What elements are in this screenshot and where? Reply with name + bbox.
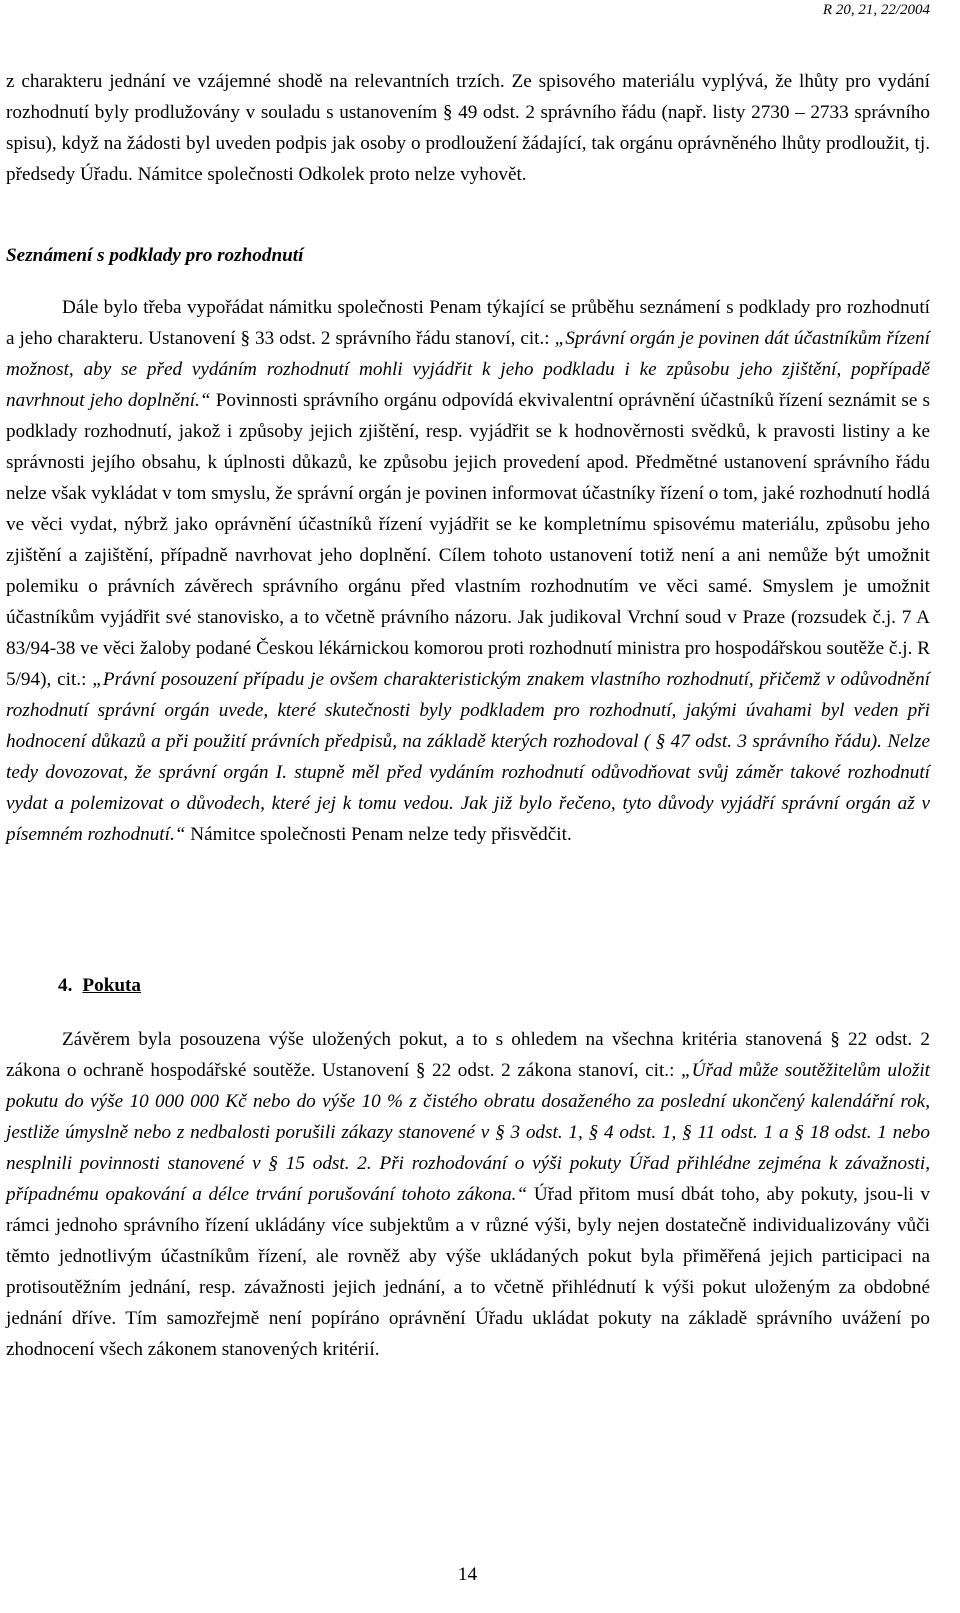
paragraph-penam-objection — [6, 292, 930, 850]
section-number: 4. — [58, 975, 73, 996]
paragraph-text: Úřad přitom musí dbát toho, aby pokuty, jsou-li v rámci jednoho správního řízení ukládány více subjektům a v různé výši, byly nejen dostatečně individualizovány vůči těmto jednotlivým účastníkům řízení, ale rovněž aby výše ukládaných pokut byla přiměřená jejich participaci na protisoutěžním jednání, resp. závažnosti jejich jednání, a to včetně přihlédnutí k výši pokut uloženým za obdobné jednání dříve. Tím samozřejmě není popíráno oprávnění Úřadu ukládat pokuty na základě správního uvážení po zhodnocení všech zákonem stanovených kritérií. — [6, 1184, 930, 1360]
quote-vrchni-soud: „Právní posouzení případu je ovšem charakteristickým znakem vlastního rozhodnutí, přičemž v odůvodnění rozhodnutí správní orgán uvede, které skutečnosti byly podkladem pro rozhodnutí, jakými úvahami byl veden při hodnocení důkazů a při použití právních předpisů, na základě kterých rozhodoval ( § 47 odst. 3 správního řádu). Nelze tedy dovozovat, že správní orgán I. stupně měl před vydáním rozhodnutí odůvodňovat svůj záměr takové rozhodnutí vydat a polemizovat o důvodech, které jej k tomu vedou. Jak již bylo řečeno, tyto důvody vyjádří správní orgán až v písemném rozhodnutí.“ — [6, 669, 930, 845]
paragraph-text: Dále bylo třeba vypořádat námitku společnosti Penam týkající se průběhu seznámení s podklady pro rozhodnutí a jeho charakteru. Ustanovení § 33 odst. 2 správního řádu stanoví, cit.: — [6, 297, 930, 349]
page-header-reference: R 20, 21, 22/2004 — [822, 2, 930, 18]
paragraph-text: Povinnosti správního orgánu odpovídá ekvivalentní oprávnění účastníků řízení seznámit se s podklady rozhodnutí, jakož i způsoby jejich zjištění, resp. vyjádřit se k hodnověrnosti svědků, k pravosti listiny a ke správnosti jejího obsahu, k úplnosti důkazů, ke způsobu jejich provedení apod. Předmětné ustanovení správního řádu nelze však vykládat v tom smyslu, že správní orgán je povinen informovat účastníky řízení o tom, jaké rozhodnutí hodlá ve věci vydat, nýbrž jako oprávnění účastníků řízení vyjádřit se ke kompletnímu spisovému materiálu, způsobu jeho zjištění a zajištění, případně navrhovat jeho doplnění. Cílem tohoto ustanovení totiž není a ani nemůže být umožnit polemiku o právních závěrech správního orgánu před vlastním rozhodnutím ve věci samé. Smyslem je umožnit účastníkům vyjádřit své stanovisko, a to včetně právního názoru. Jak judikoval Vrchní soud v Praze (rozsudek č.j. 7 A 83/94-38 ve věci žaloby podané Českou lékárnickou komorou proti rozhodnutí ministra pro hospodářskou soutěže č.j. R 5/94), cit.: — [6, 390, 930, 690]
quote-spravni-rad: „Správní orgán je povinen dát účastníkům řízení možnost, aby se před vydáním rozhodnutí mohli vyjádřit k jeho podkladu i ke způsobu jeho zjištění, popřípadě navrhnout jeho doplnění.“ — [6, 328, 930, 411]
paragraph-odkolek-objection: z charakteru jednání ve vzájemné shodě na relevantních trzích. Ze spisového materiálu vyplývá, že lhůty pro vydání rozhodnutí byly prodlužovány v souladu s ustanovením § 49 odst. 2 správního řádu (např. listy 2730 – 2733 správního spisu), když na žádosti byl uveden podpis jak osoby o prodloužení žádající, tak orgánu oprávněného lhůty prodloužit, tj. předsedy Úřadu. Námitce společnosti Odkolek proto nelze vyhovět. — [6, 71, 930, 185]
page-number: 14 — [457, 1564, 478, 1585]
paragraph-pokuta — [6, 1024, 930, 1365]
paragraph-text: Závěrem byla posouzena výše uložených pokut, a to s ohledem na všechna kritéria stanovená § 22 odst. 2 zákona o ochraně hospodářské soutěže. Ustanovení § 22 odst. 2 zákona stanoví, cit.: — [6, 1029, 930, 1081]
section-heading-seznameni: Seznámení s podklady pro rozhodnutí — [6, 245, 304, 266]
quote-zakon-22: „Úřad může soutěžitelům uložit pokutu do výše 10 000 000 Kč nebo do výše 10 % z čistého obratu dosaženého za poslední ukončený kalendářní rok, jestliže úmyslně nebo z nedbalosti porušili zákazy stanovené v § 3 odst. 1, § 4 odst. 1, § 11 odst. 1 a § 18 odst. 1 nebo nesplnili povinnosti stanovené v § 15 odst. 2. Při rozhodování o výši pokuty Úřad přihlédne zejména k závažnosti, případnému opakování a délce trvání porušování tohoto zákona.“ — [6, 1060, 930, 1205]
section-heading-pokuta — [58, 970, 141, 1001]
paragraph-text: Námitce společnosti Penam nelze tedy přisvědčit. — [185, 824, 572, 845]
section-title: Pokuta — [82, 975, 142, 996]
